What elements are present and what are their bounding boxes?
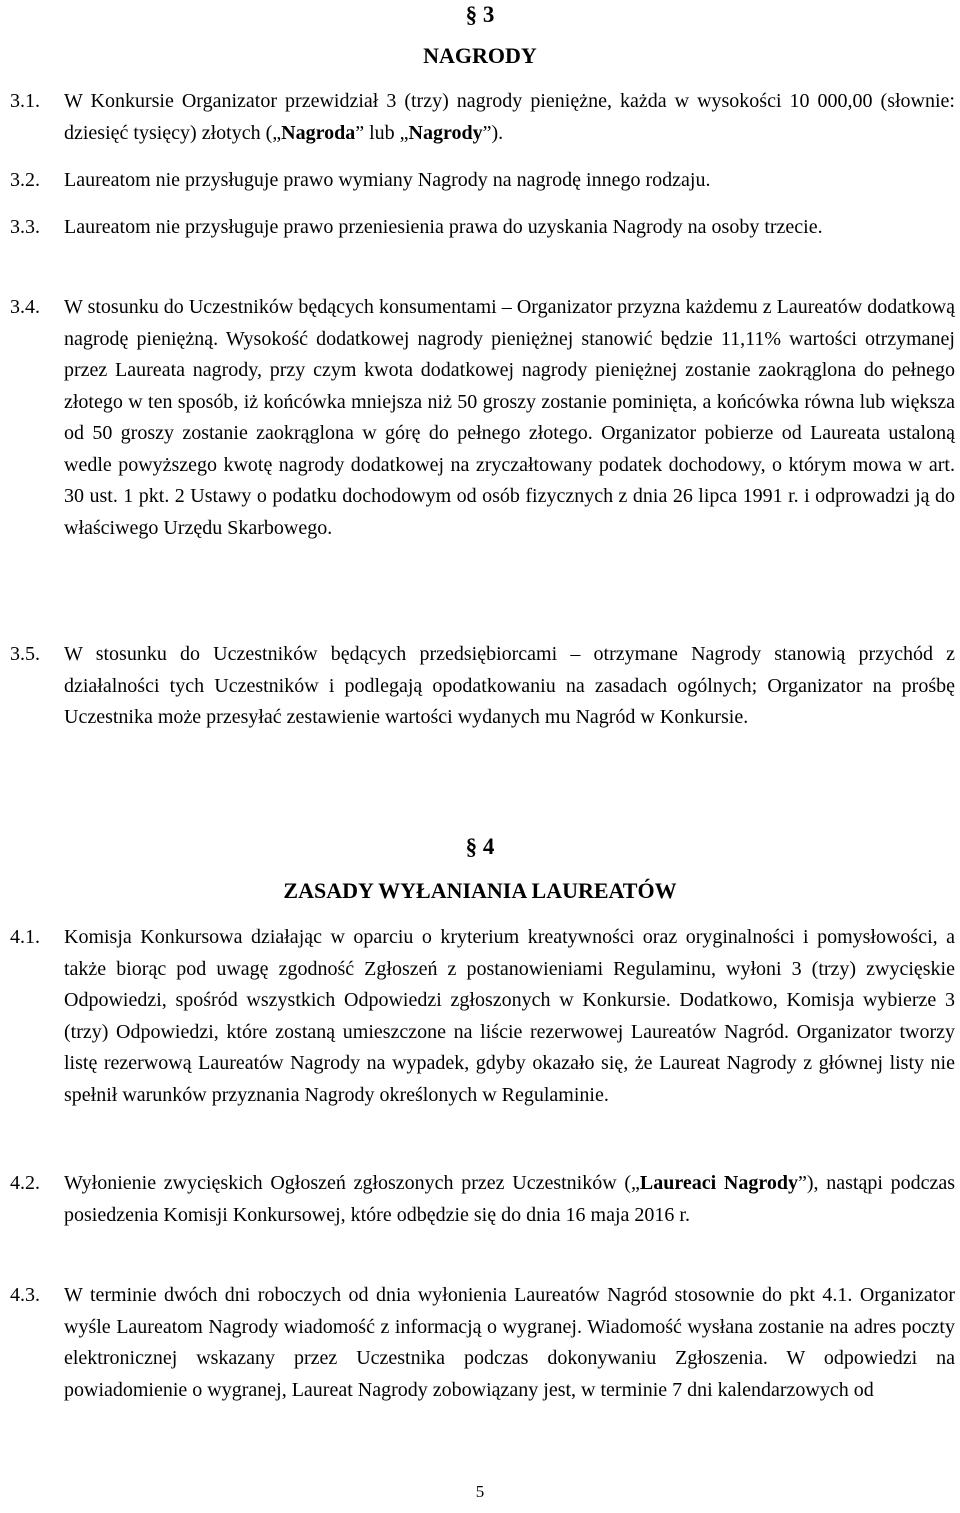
paragraph-number: 3.2. [10,169,40,191]
text-run: W terminie dwóch dni roboczych od dnia wyłonienia Laureatów Nagród stosownie do pkt 4.1. Organizator wyśle Laureatom Nagrody wiadomość z informacją o wygranej. Wiadomość wysłana zostanie na adres poczty elektronicznej wskazany przez Uczestnika podczas dokonywaniu Zgłoszenia. W odpowiedzi na powiadomienie o wygranej, Laureat Nagrody zobowiązany jest, w terminie 7 dni kalendarzowych od [64,1284,955,1401]
text-run: W stosunku do Uczestników będących przedsiębiorcami – otrzymane Nagrody stanowią przychód z działalności tych Uczestników i podlegają opodatkowaniu na zasadach ogólnych; Organizator na prośbę Uczestnika może przesyłać zestawienie wartości wydanych mu Nagród w Konkursie. [64,643,955,728]
paragraph-text [64,212,955,244]
paragraph-number: 3.3. [10,216,40,238]
text-run: Komisja Konkursowa działając w oparciu o kryterium kreatywności oraz oryginalności i pomysłowości, a także biorąc pod uwagę zgodność Zgłoszeń z postanowieniami Regulaminu, wyłoni 3 (trzy) zwycięskie Odpowiedzi, spośród wszystkich Odpowiedzi zgłoszonych w Konkursie. Dodatkowo, Komisja wybierze 3 (trzy) Odpowiedzi, które zostaną umieszczone na liście rezerwowej Laureatów Nagród. Organizator tworzy listę rezerwową Laureatów Nagrody na wypadek, gdyby okazało się, że Laureat Nagrody z głównej listy nie spełnił warunków przyznania Nagrody określonych w Regulaminie. [64,926,955,1106]
paragraph-text [64,165,955,197]
text-run: ” lub „ [355,121,409,144]
text-run: Wyłonienie zwycięskich Ogłoszeń zgłoszonych przez Uczestników („ [64,1172,640,1194]
paragraph-text [64,1168,955,1231]
paragraph-number: 3.5. [10,643,40,665]
page-number: 5 [475,1482,485,1501]
paragraph-number: 4.3. [10,1284,40,1306]
paragraph-number: 3.1. [10,90,40,112]
paragraph-number: 4.1. [10,926,40,948]
bold-term: Laureaci Nagrody [639,1172,798,1194]
section-3-title: NAGRODY [423,43,537,68]
paragraph-text [64,922,955,1111]
text-run: ”), nastąpi podczas posiedzenia Komisji Konkursowej, które odbędzie się do dnia 16 maja 2016 r. [64,1172,955,1226]
paragraph-number: 4.2. [10,1172,40,1194]
bold-term: Nagroda [281,121,356,144]
paragraph-text [64,292,955,544]
text-run: W Konkursie Organizator przewidział 3 (trzy) nagrody pieniężne, każda w wysokości 10 000,00 (słownie: dziesięć tysięcy) złotych („ [64,90,955,144]
section-4-title: ZASADY WYŁANIANIA LAUREATÓW [283,878,677,903]
text-run: Laureatom nie przysługuje prawo przeniesienia prawa do uzyskania Nagrody na osoby trzecie. [64,216,823,238]
paragraph-number: 3.4. [10,296,40,318]
text-run: ”). [482,121,504,144]
text-run: W stosunku do Uczestników będących konsumentami – Organizator przyzna każdemu z Laureatów dodatkową nagrodę pieniężną. Wysokość dodatkowej nagrody pieniężnej stanowić będzie 11,11% wartości otrzymanej przez Laureata nagrody, przy czym kwota dodatkowej nagrody pieniężnej zostanie zaokrąglona do pełnego złotego w ten sposób, iż końcówka mniejsza niż 50 groszy zostanie pominięta, a końcówka równa lub większa od 50 groszy zostanie zaokrąglona w górę do pełnego złotego. Organizator pobierze od Laureata ustaloną wedle powyższego kwotę nagrody dodatkowej na zryczałtowany podatek dochodowy, o którym mowa w art. 30 ust. 1 pkt. 2 Ustawy o podatku dochodowym od osób fizycznych z dnia 26 lipca 1991 r. i odprowadzi ją do właściwego Urzędu Skarbowego. [64,296,955,539]
paragraph-text [64,639,955,734]
paragraph-text [64,1280,955,1406]
section-4-number: § 4 [465,834,495,859]
section-3-number: § 3 [465,2,495,27]
paragraph-text [64,86,955,149]
text-run: Laureatom nie przysługuje prawo wymiany Nagrody na nagrodę innego rodzaju. [64,169,711,191]
bold-term: Nagrody [408,121,483,144]
